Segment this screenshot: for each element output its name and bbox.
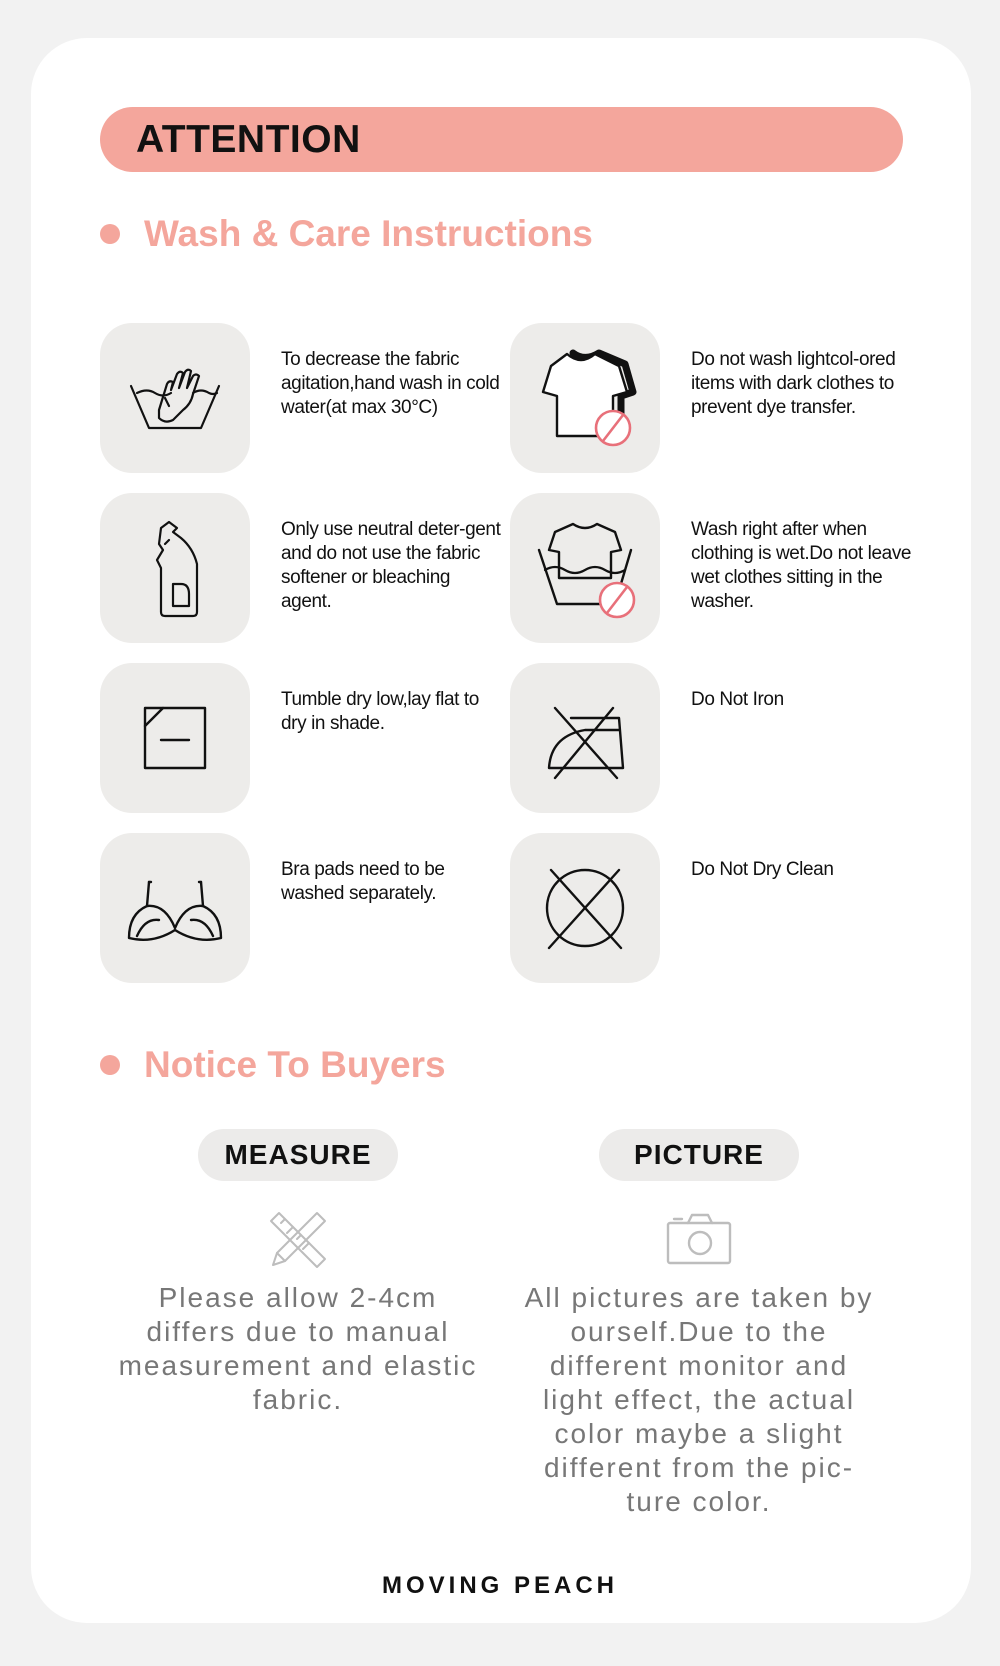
care-text: Tumble dry low,lay flat to dry in shade. xyxy=(281,689,479,734)
bra-icon xyxy=(115,848,235,968)
no-dry-clean-icon xyxy=(525,848,645,968)
detergent-bottle-icon xyxy=(115,508,235,628)
care-text: To decrease the fabric agitation,hand wash in cold water(at max 30°C) xyxy=(281,349,500,418)
care-text: Wash right after when clothing is wet.Do not leave wet clothes sitting in the washer. xyxy=(691,519,912,612)
bullet-dot xyxy=(100,1055,120,1075)
care-text: Do Not Iron xyxy=(691,689,784,710)
care-item-no-dry-clean xyxy=(510,833,920,983)
care-text: Do Not Dry Clean xyxy=(691,859,834,880)
banner-title: ATTENTION xyxy=(136,118,361,161)
picture-text: All pictures are taken by ourself.Due to the different monitor and light effect, the actual color maybe a slight different from the pic-ture color. xyxy=(524,1282,874,1517)
brand-logo: MOVING PEACH xyxy=(381,1572,618,1599)
wash-section-title: Wash & Care Instructions xyxy=(144,213,593,254)
care-item-no-iron xyxy=(510,663,920,813)
bullet-dot xyxy=(100,224,120,244)
care-item-tumble xyxy=(100,663,510,813)
tshirt-no-icon xyxy=(525,338,645,458)
notice-section-title: Notice To Buyers xyxy=(144,1044,446,1085)
dry-flat-shade-icon xyxy=(115,678,235,798)
no-iron-icon xyxy=(525,678,645,798)
care-item-wash-wet xyxy=(510,493,920,643)
care-item-detergent xyxy=(100,493,510,643)
measure-pill: MEASURE xyxy=(198,1129,398,1181)
care-item-hand-wash xyxy=(100,323,510,473)
care-item-no-dark xyxy=(510,323,920,473)
care-item-bra xyxy=(100,833,510,983)
care-text: Bra pads need to be washed separately. xyxy=(281,859,445,904)
care-text: Only use neutral deter-gent and do not use the fabric softener or bleaching agent. xyxy=(281,519,501,612)
picture-pill: PICTURE xyxy=(599,1129,799,1181)
hand-wash-icon xyxy=(115,338,235,458)
measure-text: Please allow 2-4cm differs due to manual measurement and elastic fabric. xyxy=(118,1282,478,1415)
camera-icon xyxy=(664,1205,734,1275)
basin-tshirt-no-icon xyxy=(525,508,645,628)
care-text: Do not wash lightcol-ored items with dark clothes to prevent dye transfer. xyxy=(691,349,896,418)
ruler-pencil-icon xyxy=(263,1205,333,1275)
attention-banner xyxy=(100,107,903,172)
